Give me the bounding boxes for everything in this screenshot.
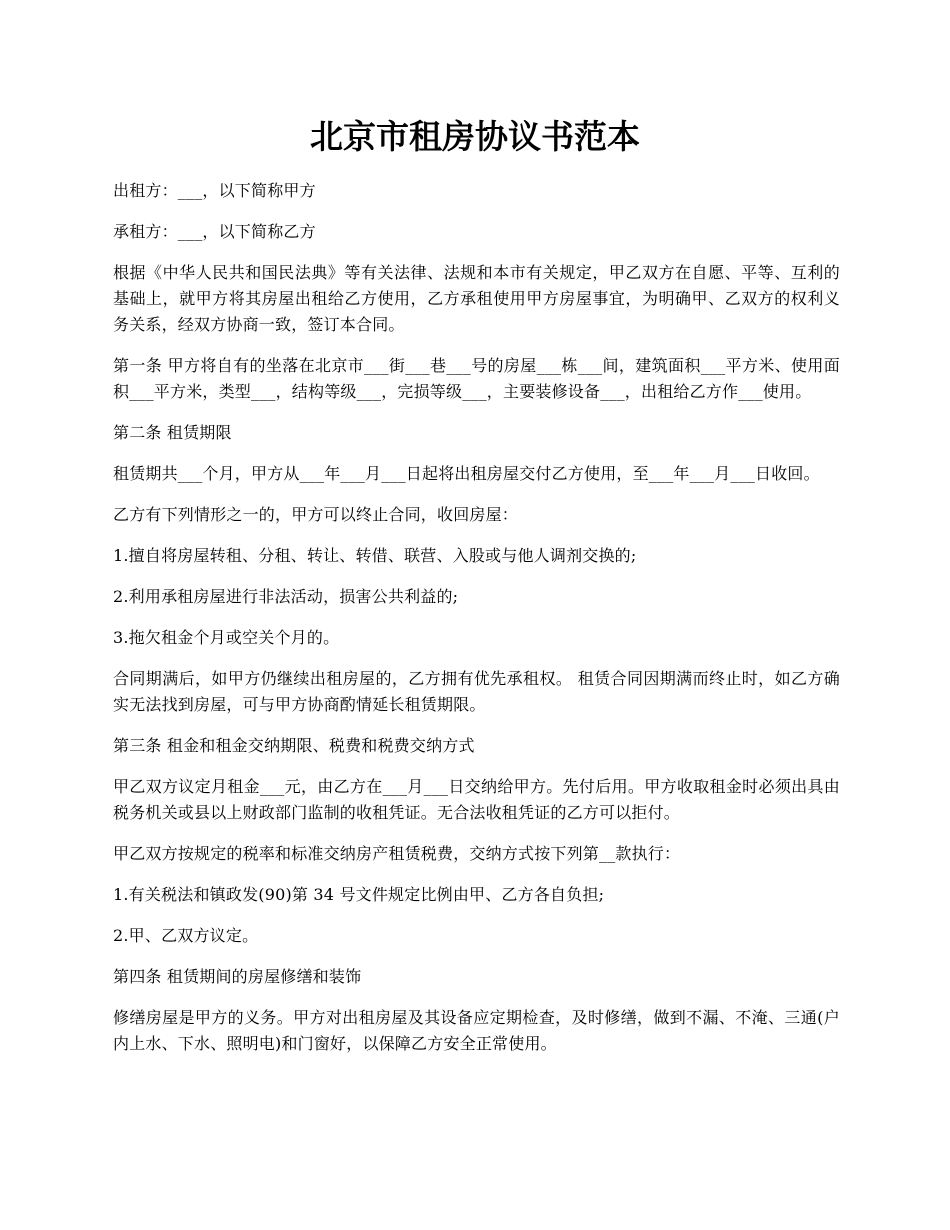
- paragraph-rent: 甲乙双方议定月租金___元，由乙方在___月___日交纳给甲方。先付后用。甲方收取租金时必须出具由税务机关或县以上财政部门监制的收租凭证。无合法收租凭证的乙方可以拒付。: [113, 777, 840, 822]
- heading-article-2: 第二条 租赁期限: [113, 423, 232, 442]
- list-item-tax-1: 1.有关税法和镇政发(90)第 34 号文件规定比例由甲、乙方各自负担;: [113, 885, 605, 904]
- paragraph-article-1: 第一条 甲方将自有的坐落在北京市___街___巷___号的房屋___栋___间，建筑面积___平方米、使用面积___平方米，类型___，结构等级___，完损等级___，主要装修设备___，出租给乙方作___使用。: [113, 356, 840, 401]
- list-item-termination-3: 3.拖欠租金个月或空关个月的。: [113, 628, 340, 647]
- heading-article-4: 第四条 租赁期间的房屋修缮和装饰: [113, 967, 362, 986]
- paragraph-repair: 修缮房屋是甲方的义务。甲方对出租房屋及其设备应定期检查，及时修缮，做到不漏、不淹、三通(户内上水、下水、照明电)和门窗好，以保障乙方安全正常使用。: [113, 1008, 840, 1053]
- paragraph-lease-term: 租赁期共___个月，甲方从___年___月___日起将出租房屋交付乙方使用，至___年___月___日收回。: [113, 464, 820, 483]
- list-item-termination-1: 1.擅自将房屋转租、分租、转让、转借、联营、入股或与他人调剂交换的;: [113, 546, 637, 565]
- list-item-termination-2: 2.利用承租房屋进行非法活动，损害公共利益的;: [113, 587, 459, 606]
- paragraph-renewal: 合同期满后，如甲方仍继续出租房屋的，乙方拥有优先承租权。 租赁合同因期满而终止时，如乙方确实无法找到房屋，可与甲方协商酌情延长租赁期限。: [113, 669, 840, 714]
- paragraph-lessor: 出租方：___，以下简称甲方: [113, 181, 316, 200]
- paragraph-tax: 甲乙双方按规定的税率和标准交纳房产租赁税费，交纳方式按下列第__款执行：: [113, 844, 681, 863]
- paragraph-preamble: 根据《中华人民共和国民法典》等有关法律、法规和本市有关规定，甲乙双方在自愿、平等、互利的基础上，就甲方将其房屋出租给乙方使用，乙方承租使用甲方房屋事宜，为明确甲、乙双方的权利义务关系，经双方协商一致，签订本合同。: [113, 263, 840, 334]
- paragraph-termination-intro: 乙方有下列情形之一的，甲方可以终止合同，收回房屋：: [113, 505, 519, 524]
- heading-article-3: 第三条 租金和租金交纳期限、税费和税费交纳方式: [113, 736, 475, 755]
- document-body: [113, 178, 840, 1072]
- document-title: 北京市租房协议书范本: [310, 117, 640, 156]
- list-item-tax-2: 2.甲、乙双方议定。: [113, 926, 259, 945]
- paragraph-lessee: 承租方：___，以下简称乙方: [113, 222, 316, 241]
